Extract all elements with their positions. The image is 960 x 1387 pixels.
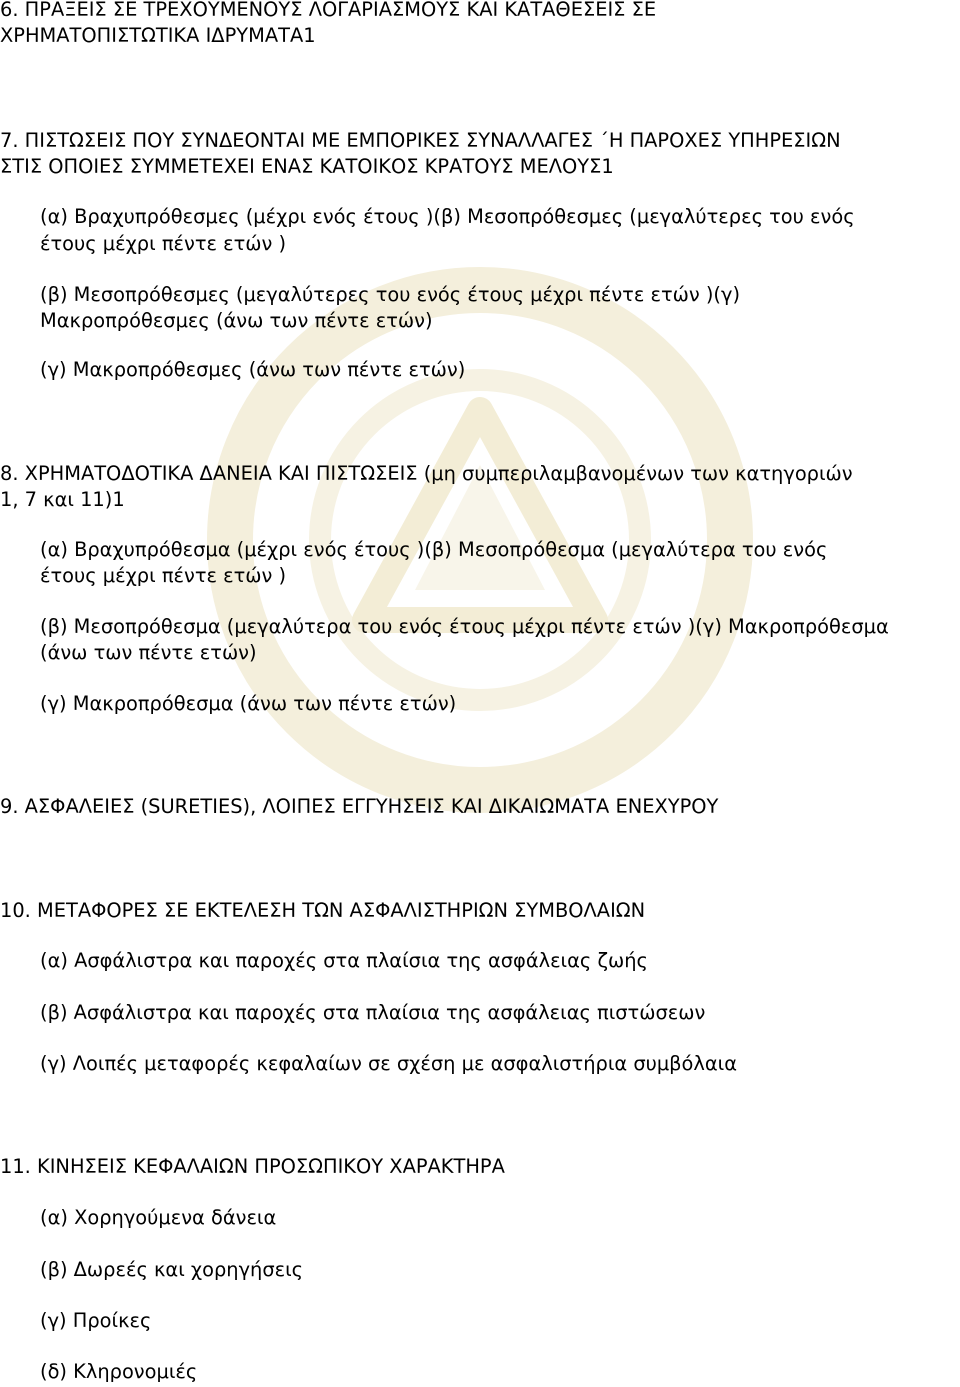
section-9-heading: 9. ΑΣΦΑΛΕΙΕΣ (SURETIES), ΛΟΙΠΕΣ ΕΓΓΥΗΣΕΙΣ ΚΑΙ ΔΙΚΑΙΩΜΑΤΑ ΕΝΕΧΥΡΟΥ (0, 795, 719, 818)
section-8-item-a: (α) Βραχυπρόθεσμα (μέχρι ενός έτους )(β) Μεσοπρόθεσμα (μεγαλύτερα του ενός (40, 538, 828, 561)
section-6-heading-continued: ΧΡΗΜΑΤΟΠΙΣΤΩΤΙΚΑ ΙΔΡΥΜΑΤΑ1 (0, 24, 316, 47)
section-10-heading: 10. ΜΕΤΑΦΟΡΕΣ ΣΕ ΕΚΤΕΛΕΣΗ ΤΩΝ ΑΣΦΑΛΙΣΤΗΡΙΩΝ ΣΥΜΒΟΛΑΙΩΝ (0, 899, 646, 922)
section-11-item-b: (β) Δωρεές και χορηγήσεις (40, 1258, 304, 1281)
section-7-item-a: (α) Βραχυπρόθεσμες (μέχρι ενός έτους )(β) Μεσοπρόθεσμες (μεγαλύτερες του ενός (40, 205, 855, 228)
section-7-item-a-continued: έτους μέχρι πέντε ετών ) (40, 232, 287, 255)
section-7-heading: 7. ΠΙΣΤΩΣΕΙΣ ΠΟΥ ΣΥΝΔΕΟΝΤΑΙ ΜΕ ΕΜΠΟΡΙΚΕΣ ΣΥΝΑΛΛΑΓΕΣ ΄Η ΠΑΡΟΧΕΣ ΥΠΗΡΕΣΙΩΝ (0, 129, 841, 152)
section-7-item-b-continued: Μακροπρόθεσμες (άνω των πέντε ετών) (40, 309, 433, 332)
section-7-item-b: (β) Μεσοπρόθεσμες (μεγαλύτερες του ενός έτους μέχρι πέντε ετών )(γ) (40, 283, 741, 306)
section-10-item-b: (β) Ασφάλιστρα και παροχές στα πλαίσια της ασφάλειας πιστώσεων (40, 1001, 706, 1024)
section-7-item-c: (γ) Μακροπρόθεσμες (άνω των πέντε ετών) (40, 358, 466, 381)
section-7-heading-continued: ΣΤΙΣ ΟΠΟΙΕΣ ΣΥΜΜΕΤΕΧΕΙ ΕΝΑΣ ΚΑΤΟΙΚΟΣ ΚΡΑΤΟΥΣ ΜΕΛΟΥΣ1 (0, 155, 614, 178)
section-8-heading: 8. ΧΡΗΜΑΤΟΔΟΤΙΚΑ ΔΑΝΕΙΑ ΚΑΙ ΠΙΣΤΩΣΕΙΣ (μη συμπεριλαμβανομένων των κατηγοριών (0, 462, 853, 485)
section-10-item-c: (γ) Λοιπές μεταφορές κεφαλαίων σε σχέση με ασφαλιστήρια συμβόλαια (40, 1052, 738, 1075)
section-8-item-c: (γ) Μακροπρόθεσμα (άνω των πέντε ετών) (40, 692, 457, 715)
section-11-heading: 11. ΚΙΝΗΣΕΙΣ ΚΕΦΑΛΑΙΩΝ ΠΡΟΣΩΠΙΚΟΥ ΧΑΡΑΚΤΗΡΑ (0, 1155, 505, 1178)
section-8-heading-continued: 1, 7 και 11)1 (0, 488, 125, 511)
section-11-item-d: (δ) Κληρονομιές (40, 1360, 198, 1383)
section-8-item-a-continued: έτους μέχρι πέντε ετών ) (40, 564, 287, 587)
section-8-item-b: (β) Μεσοπρόθεσμα (μεγαλύτερα του ενός έτους μέχρι πέντε ετών )(γ) Μακροπρόθεσμα (40, 615, 889, 638)
section-8-item-b-continued: (άνω των πέντε ετών) (40, 641, 257, 664)
section-10-item-a: (α) Ασφάλιστρα και παροχές στα πλαίσια της ασφάλειας ζωής (40, 949, 648, 972)
section-6-heading: 6. ΠΡΑΞΕΙΣ ΣΕ ΤΡΕΧΟΥΜΕΝΟΥΣ ΛΟΓΑΡΙΑΣΜΟΥΣ ΚΑΙ ΚΑΤΑΘΕΣΕΙΣ ΣΕ (0, 0, 657, 21)
section-11-item-a: (α) Χορηγούμενα δάνεια (40, 1206, 277, 1229)
section-11-item-c: (γ) Προίκες (40, 1309, 152, 1332)
